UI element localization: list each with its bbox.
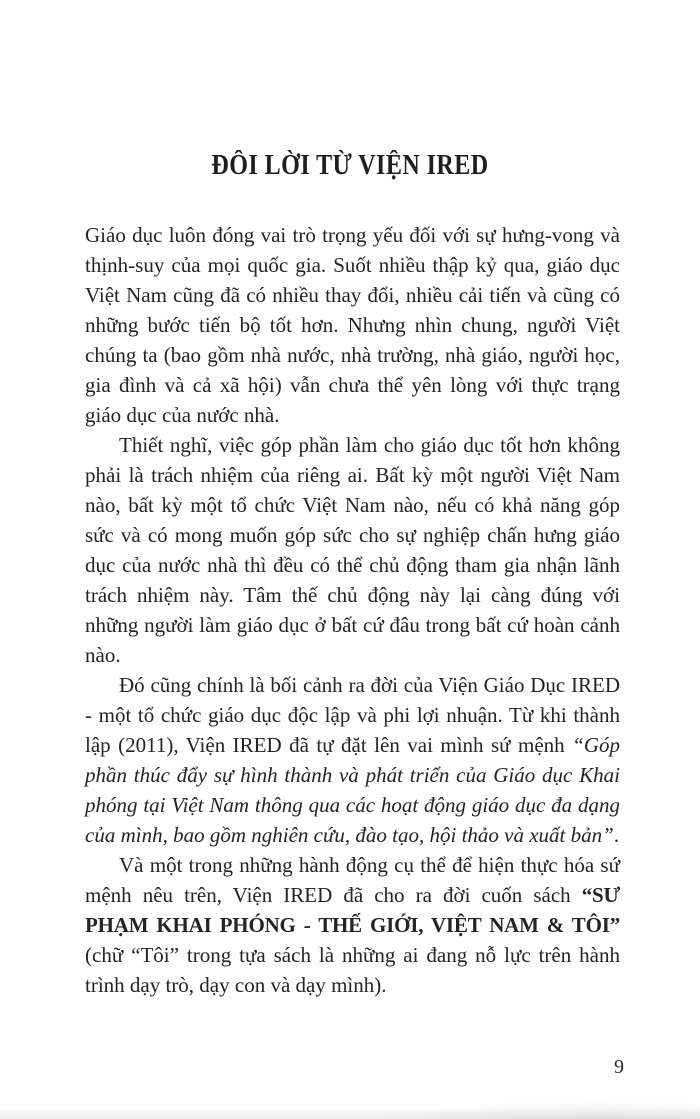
text-run-normal: Giáo dục luôn đóng vai trò trọng yếu đối với sự hưng-vong và thịnh-suy của mọi quốc gia. Suốt nhiều thập kỷ qua, giáo dục Việt Nam cũng đã có nhiều thay đổi, nhiều cải tiến và cũng có những bước tiến bộ tốt hơn. Nhưng nhìn chung, người Việt chúng ta (bao gồm nhà nước, nhà trường, nhà giáo, người học, gia đình và cả xã hội) vẫn chưa thể yên lòng với thực trạng giáo dục của nước nhà. [85,223,620,427]
text-run-normal: . [613,823,620,847]
paragraph [85,850,620,1000]
paragraph [85,220,620,430]
page-corner-shadow [360,1101,700,1119]
text-run-normal: Thiết nghĩ, việc góp phần làm cho giáo dục tốt hơn không phải là trách nhiệm của riêng ai. Bất kỳ một người Việt Nam nào, bất kỳ một tổ chức Việt Nam nào, nếu có khả năng góp sức và có mong muốn góp sức cho sự nghiệp chấn hưng giáo dục của nước nhà thì đều có thể chủ động tham gia nhận lãnh trách nhiệm này. Tâm thế chủ động này lại càng đúng với những người làm giáo dục ở bất cứ đâu trong bất cứ hoàn cảnh nào. [85,433,620,667]
page-body [85,220,620,1000]
page-number: 9 [614,1056,624,1078]
page-title: ĐÔI LỜI TỪ VIỆN IRED [211,150,489,181]
paragraph [85,670,620,850]
text-run-bold: “SƯ PHẠM KHAI PHÓNG - THẾ GIỚI, VIỆT NAM & TÔI” [85,883,620,937]
text-run-normal: Và một trong những hành động cụ thể để hiện thực hóa sứ mệnh nêu trên, Viện IRED đã cho ra đời cuốn sách [85,853,620,907]
page-edge-shadow [0,1105,700,1119]
paragraph [85,430,620,670]
text-run-normal: (chữ “Tôi” trong tựa sách là những ai đang nỗ lực trên hành trình dạy trò, dạy con và dạy mình). [85,943,620,997]
text-run-italic: “Góp phần thúc đẩy sự hình thành và phát triển của Giáo dục Khai phóng tại Việt Nam thông qua các hoạt động giáo dục đa dạng của mình, bao gồm nghiên cứu, đào tạo, hội thảo và xuất bản” [85,733,620,847]
text-run-normal: Đó cũng chính là bối cảnh ra đời của Viện Giáo Dục IRED - một tổ chức giáo dục độc lập và phi lợi nhuận. Từ khi thành lập (2011), Viện IRED đã tự đặt lên vai mình sứ mệnh [85,673,620,757]
